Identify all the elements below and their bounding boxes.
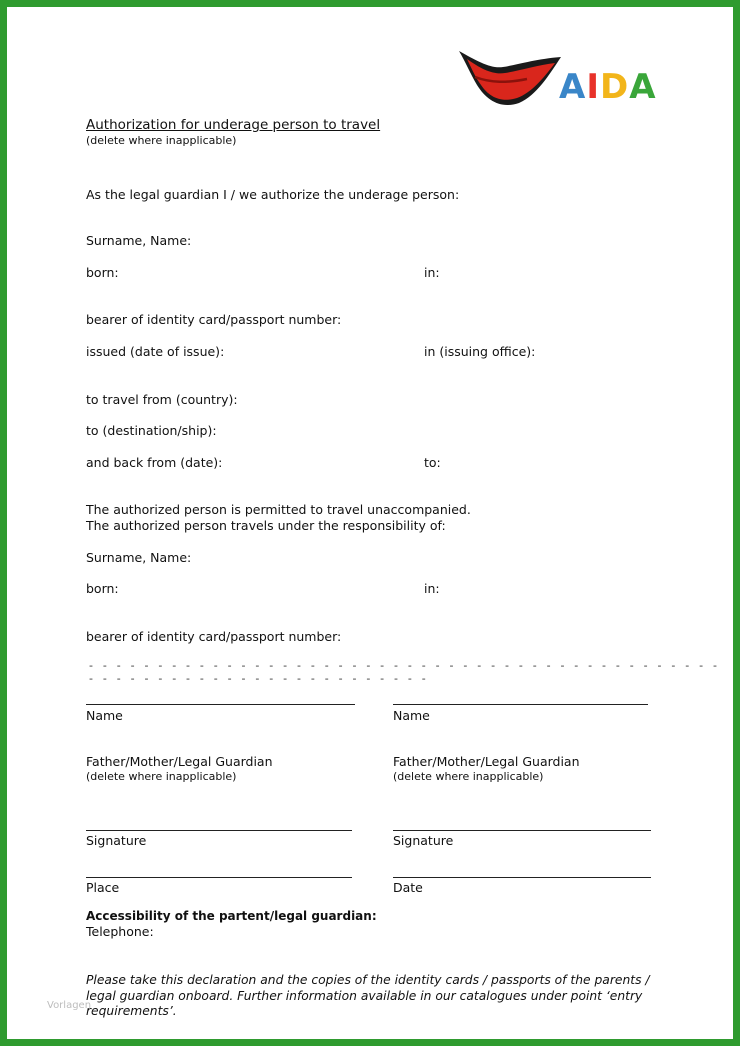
passport-number-label: bearer of identity card/passport number: xyxy=(86,312,342,327)
intro-text: As the legal guardian I / we authorize the underage person: xyxy=(86,187,460,202)
date-label: Date xyxy=(393,880,423,895)
dashed-separator: - - - - - - - - - - - - - - - - - - - - - - - - - - - - - - - - - - - - - - - - - - - - - - - - - - - - - - - - - - - - - - - - - - - - - - - xyxy=(89,659,721,685)
signature-label-right: Signature xyxy=(393,833,454,848)
place-label: Place xyxy=(86,880,120,895)
signature-label-left: Signature xyxy=(86,833,147,848)
birthplace-label: in: xyxy=(424,265,440,280)
responsible-surname-label: Surname, Name: xyxy=(86,550,192,565)
page-title: Authorization for underage person to travel xyxy=(86,117,381,133)
name-label-left: Name xyxy=(86,708,123,723)
responsible-birthplace-label: in: xyxy=(424,581,440,596)
lips-icon xyxy=(457,47,565,111)
signature-line-left xyxy=(86,830,352,831)
guardian-label-right: Father/Mother/Legal Guardian xyxy=(393,754,580,769)
signature-line-right xyxy=(393,830,651,831)
travel-from-label: to travel from (country): xyxy=(86,392,238,407)
issuing-office-label: in (issuing office): xyxy=(424,344,536,359)
back-from-date-label: and back from (date): xyxy=(86,455,223,470)
logo-letter-i: I xyxy=(586,67,600,107)
place-line xyxy=(86,877,352,878)
logo-letter-a2: A xyxy=(629,67,657,107)
aida-logo xyxy=(457,47,667,111)
surname-label: Surname, Name: xyxy=(86,233,192,248)
guardian-note-right: (delete where inapplicable) xyxy=(393,770,544,783)
unaccompanied-option: The authorized person is permitted to travel unaccompanied. xyxy=(86,502,471,517)
born-label: born: xyxy=(86,265,119,280)
return-to-label: to: xyxy=(424,455,441,470)
logo-letter-d: D xyxy=(599,67,630,107)
logo-letter-a1: A xyxy=(559,67,587,107)
guardian-note-left: (delete where inapplicable) xyxy=(86,770,237,783)
guardian-label-left: Father/Mother/Legal Guardian xyxy=(86,754,273,769)
name-label-right: Name xyxy=(393,708,430,723)
date-line xyxy=(393,877,651,878)
name-line-right xyxy=(393,704,648,705)
watermark: Vorlagen xyxy=(47,1000,92,1011)
title-subtitle: (delete where inapplicable) xyxy=(86,134,237,147)
footer-note: Please take this declaration and the copies of the identity cards / passports of the parents / legal guardian onboard. Further information available in our catalogues under point ‘entry requirements’. xyxy=(86,973,650,1019)
telephone-label: Telephone: xyxy=(86,924,154,939)
aida-wordmark xyxy=(559,67,657,107)
responsible-born-label: born: xyxy=(86,581,119,596)
accessibility-heading: Accessibility of the partent/legal guardian: xyxy=(86,909,377,923)
name-line-left xyxy=(86,704,355,705)
issue-date-label: issued (date of issue): xyxy=(86,344,225,359)
responsible-passport-label: bearer of identity card/passport number: xyxy=(86,629,342,644)
destination-label: to (destination/ship): xyxy=(86,423,217,438)
responsibility-option: The authorized person travels under the responsibility of: xyxy=(86,518,446,533)
